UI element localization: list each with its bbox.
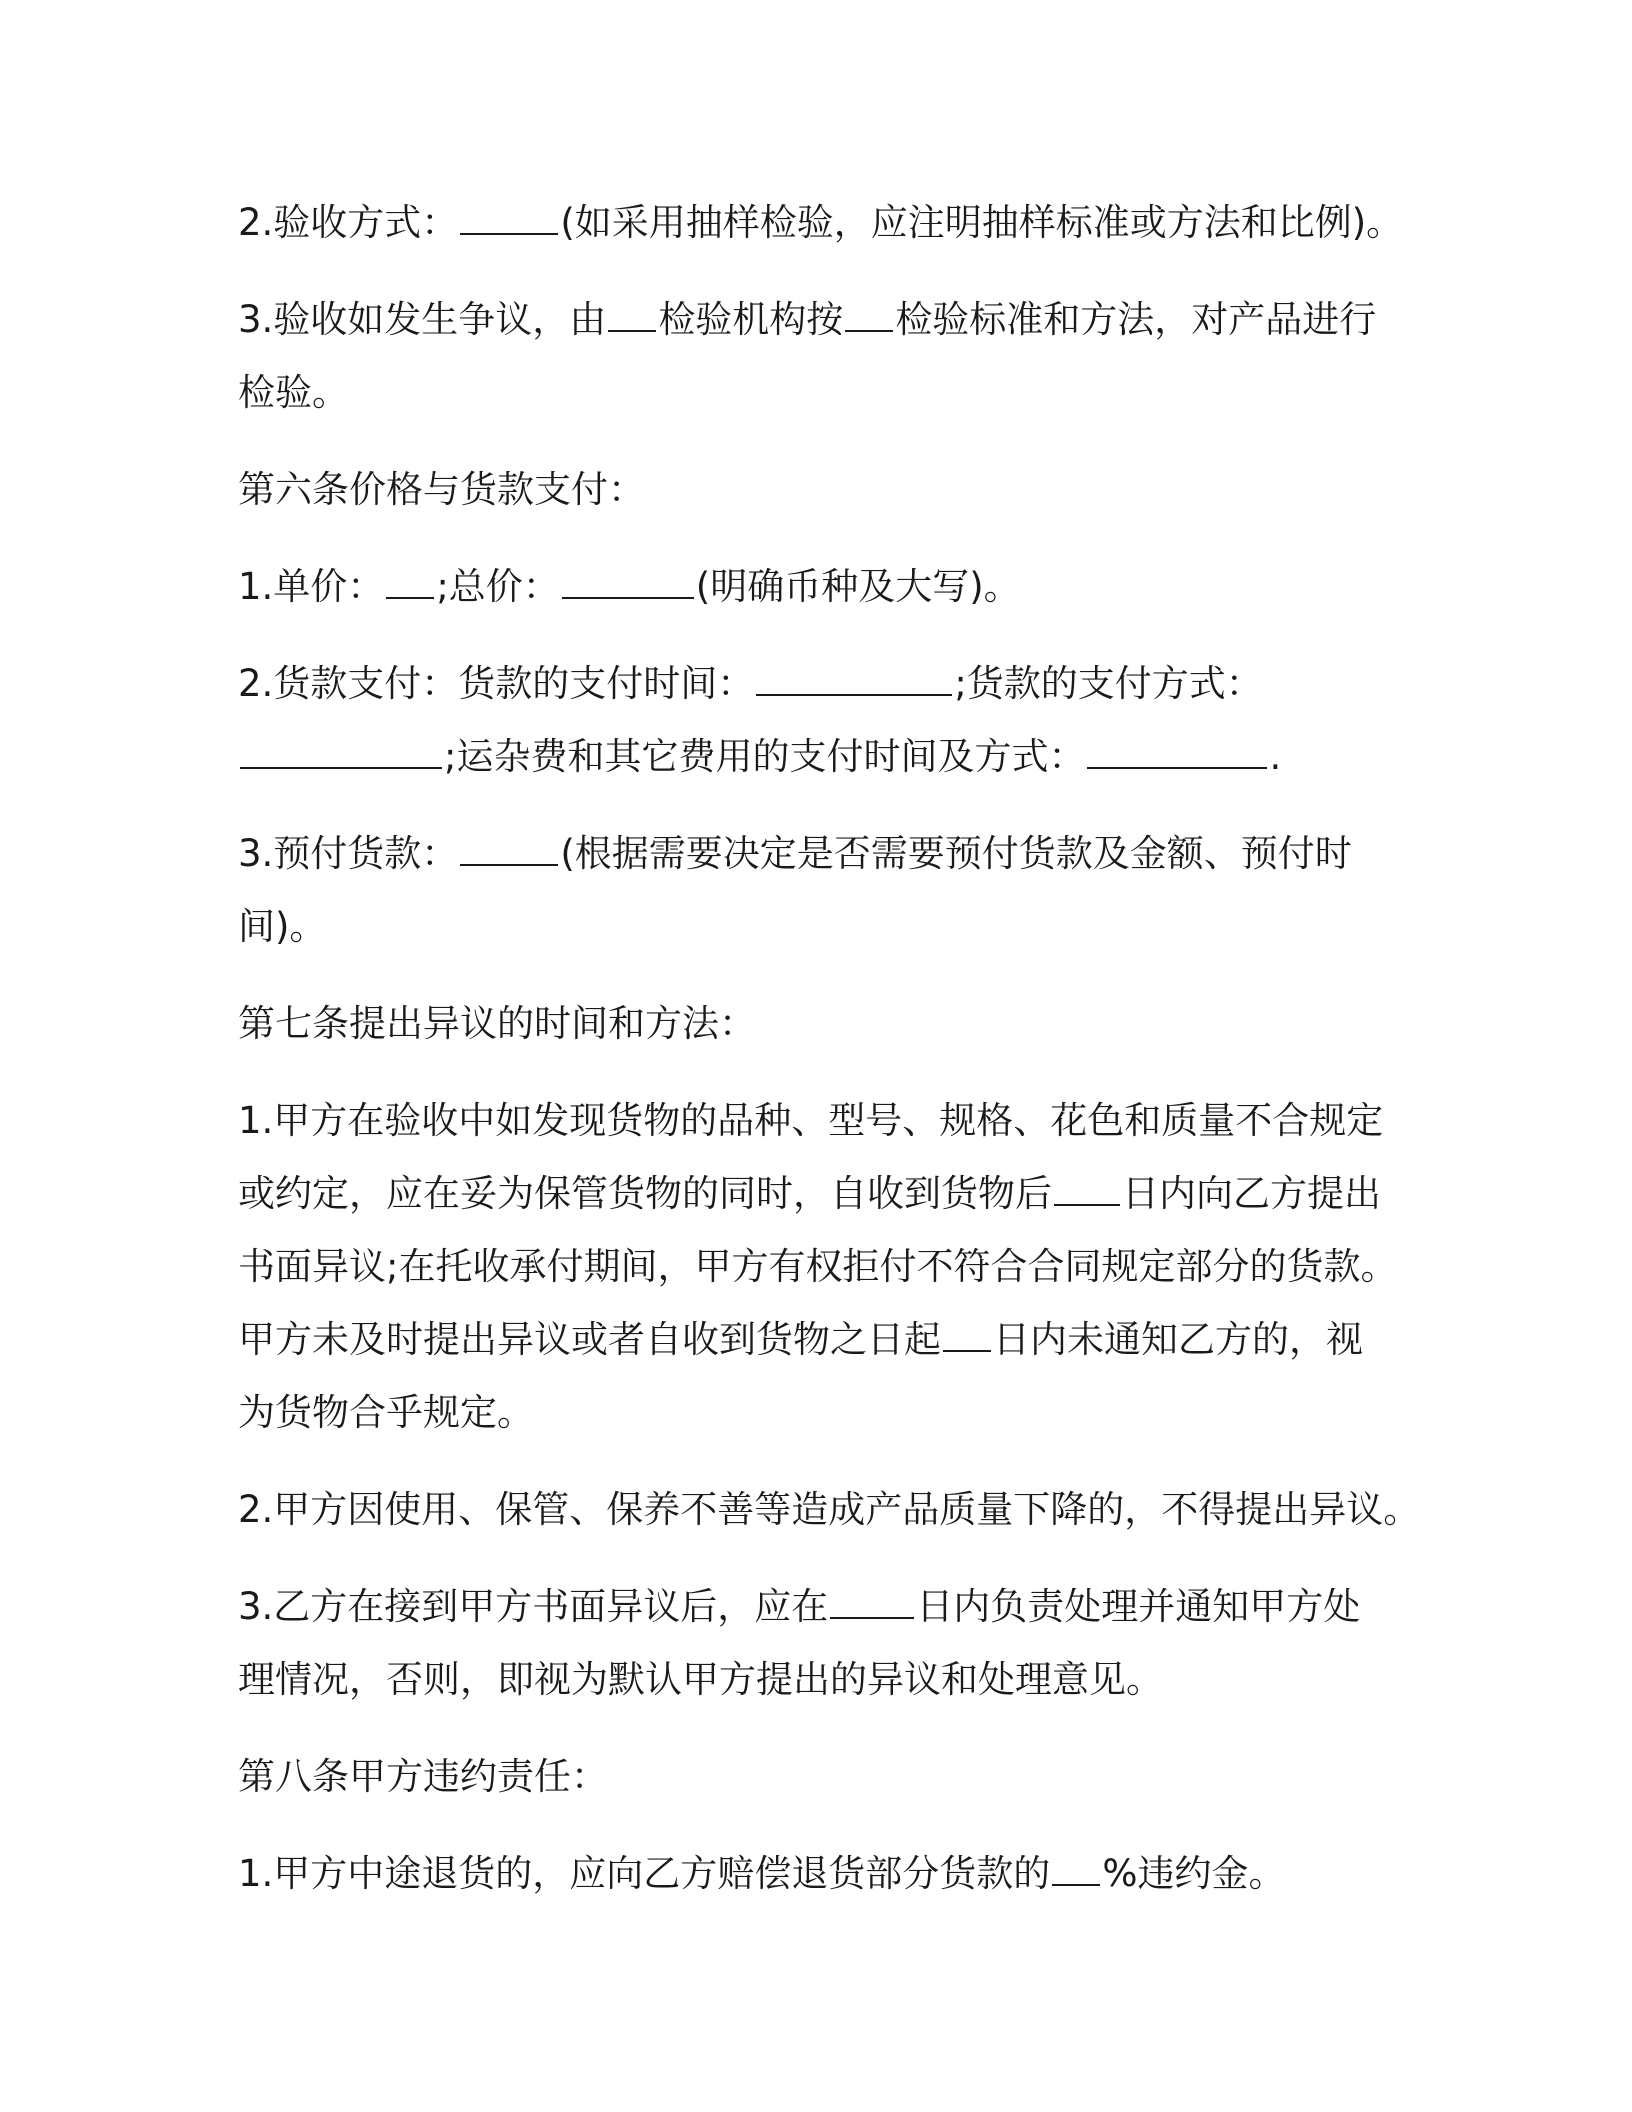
text-segment: 日内负责处理并通知甲方处 <box>916 1585 1361 1628</box>
text-line <box>238 890 1418 963</box>
article-heading-6 <box>238 453 1418 526</box>
text-line <box>238 1084 1418 1157</box>
text-line <box>238 987 1418 1060</box>
text-segment: 理情况，否则，即视为默认甲方提出的异议和处理意见。 <box>238 1658 1163 1701</box>
text-segment: 3.乙方在接到甲方书面异议后，应在 <box>238 1585 829 1628</box>
text-segment: 或约定，应在妥为保管货物的同时，自收到货物后 <box>238 1172 1052 1215</box>
text-segment: 日内未通知乙方的，视 <box>993 1318 1363 1361</box>
text-segment: (根据需要决定是否需要预付货款及金额、预付时 <box>560 832 1352 875</box>
text-segment: . <box>1269 735 1282 778</box>
text-line <box>238 356 1418 429</box>
fill-in-blank[interactable] <box>845 286 893 332</box>
text-segment: (明确币种及大写)。 <box>695 565 1021 608</box>
text-line <box>238 453 1418 526</box>
fill-in-blank[interactable] <box>943 1306 991 1352</box>
clause-payment <box>238 647 1418 793</box>
text-segment: 检验机构按 <box>658 298 844 341</box>
text-segment: 2.验收方式： <box>238 201 459 244</box>
text-segment: 3.验收如发生争议，由 <box>238 298 607 341</box>
clause-objection-inspection <box>238 1084 1418 1449</box>
text-line <box>238 186 1418 259</box>
text-segment: 为货物合乎规定。 <box>238 1391 534 1434</box>
fill-in-blank[interactable] <box>1087 723 1267 769</box>
text-segment: 第六条价格与货款支付： <box>238 468 645 511</box>
text-segment: 检验。 <box>238 371 349 414</box>
text-segment: ;总价： <box>436 565 560 608</box>
fill-in-blank[interactable] <box>756 650 952 696</box>
text-line <box>238 1570 1418 1643</box>
text-line <box>238 1837 1418 1910</box>
text-line <box>238 1230 1418 1303</box>
clause-unit-price <box>238 550 1418 623</box>
text-segment: %违约金。 <box>1102 1852 1286 1895</box>
text-line <box>238 1303 1418 1376</box>
fill-in-blank[interactable] <box>460 189 558 235</box>
fill-in-blank[interactable] <box>830 1573 914 1619</box>
clause-objection-misuse <box>238 1473 1421 1546</box>
text-segment: ;运杂费和其它费用的支付时间及方式： <box>444 735 1086 778</box>
fill-in-blank[interactable] <box>460 820 558 866</box>
clause-acceptance-dispute <box>238 283 1418 429</box>
text-segment: 日内向乙方提出 <box>1122 1172 1381 1215</box>
text-segment: 第八条甲方违约责任： <box>238 1755 608 1798</box>
text-line <box>238 1157 1418 1230</box>
text-segment: 第七条提出异议的时间和方法： <box>238 1002 756 1045</box>
clause-objection-response <box>238 1570 1418 1716</box>
text-line <box>238 1473 1421 1546</box>
text-line <box>238 1740 1418 1813</box>
text-segment: 2.货款支付：货款的支付时间： <box>238 662 755 705</box>
clause-acceptance-method <box>238 186 1418 259</box>
article-heading-7 <box>238 987 1418 1060</box>
fill-in-blank[interactable] <box>386 553 434 599</box>
text-segment: (如采用抽样检验，应注明抽样标准或方法和比例)。 <box>560 201 1404 244</box>
text-line <box>238 1643 1418 1716</box>
clause-prepayment <box>238 817 1418 963</box>
text-line <box>238 817 1418 890</box>
fill-in-blank[interactable] <box>562 553 694 599</box>
fill-in-blank[interactable] <box>608 286 656 332</box>
text-line <box>238 1376 1418 1449</box>
text-segment: 2.甲方因使用、保管、保养不善等造成产品质量下降的，不得提出异议。 <box>238 1488 1421 1531</box>
text-segment: 检验标准和方法，对产品进行 <box>895 298 1377 341</box>
text-line <box>238 647 1418 720</box>
clause-return-penalty <box>238 1837 1418 1910</box>
text-segment: 3.预付货款： <box>238 832 459 875</box>
text-segment: 1.甲方中途退货的，应向乙方赔偿退货部分货款的 <box>238 1852 1051 1895</box>
text-line <box>238 550 1418 623</box>
text-segment: 1.单价： <box>238 565 385 608</box>
text-segment: 间)。 <box>238 905 327 948</box>
fill-in-blank[interactable] <box>1052 1840 1100 1886</box>
text-segment: ;货款的支付方式： <box>954 662 1263 705</box>
fill-in-blank[interactable] <box>1054 1160 1120 1206</box>
article-heading-8 <box>238 1740 1418 1813</box>
text-line <box>238 283 1418 356</box>
text-line <box>238 720 1418 793</box>
text-segment: 书面异议;在托收承付期间，甲方有权拒付不符合合同规定部分的货款。 <box>238 1245 1398 1288</box>
text-segment: 1.甲方在验收中如发现货物的品种、型号、规格、花色和质量不合规定 <box>238 1099 1384 1142</box>
document-body <box>238 186 1421 1934</box>
text-segment: 甲方未及时提出异议或者自收到货物之日起 <box>238 1318 941 1361</box>
fill-in-blank[interactable] <box>240 723 442 769</box>
